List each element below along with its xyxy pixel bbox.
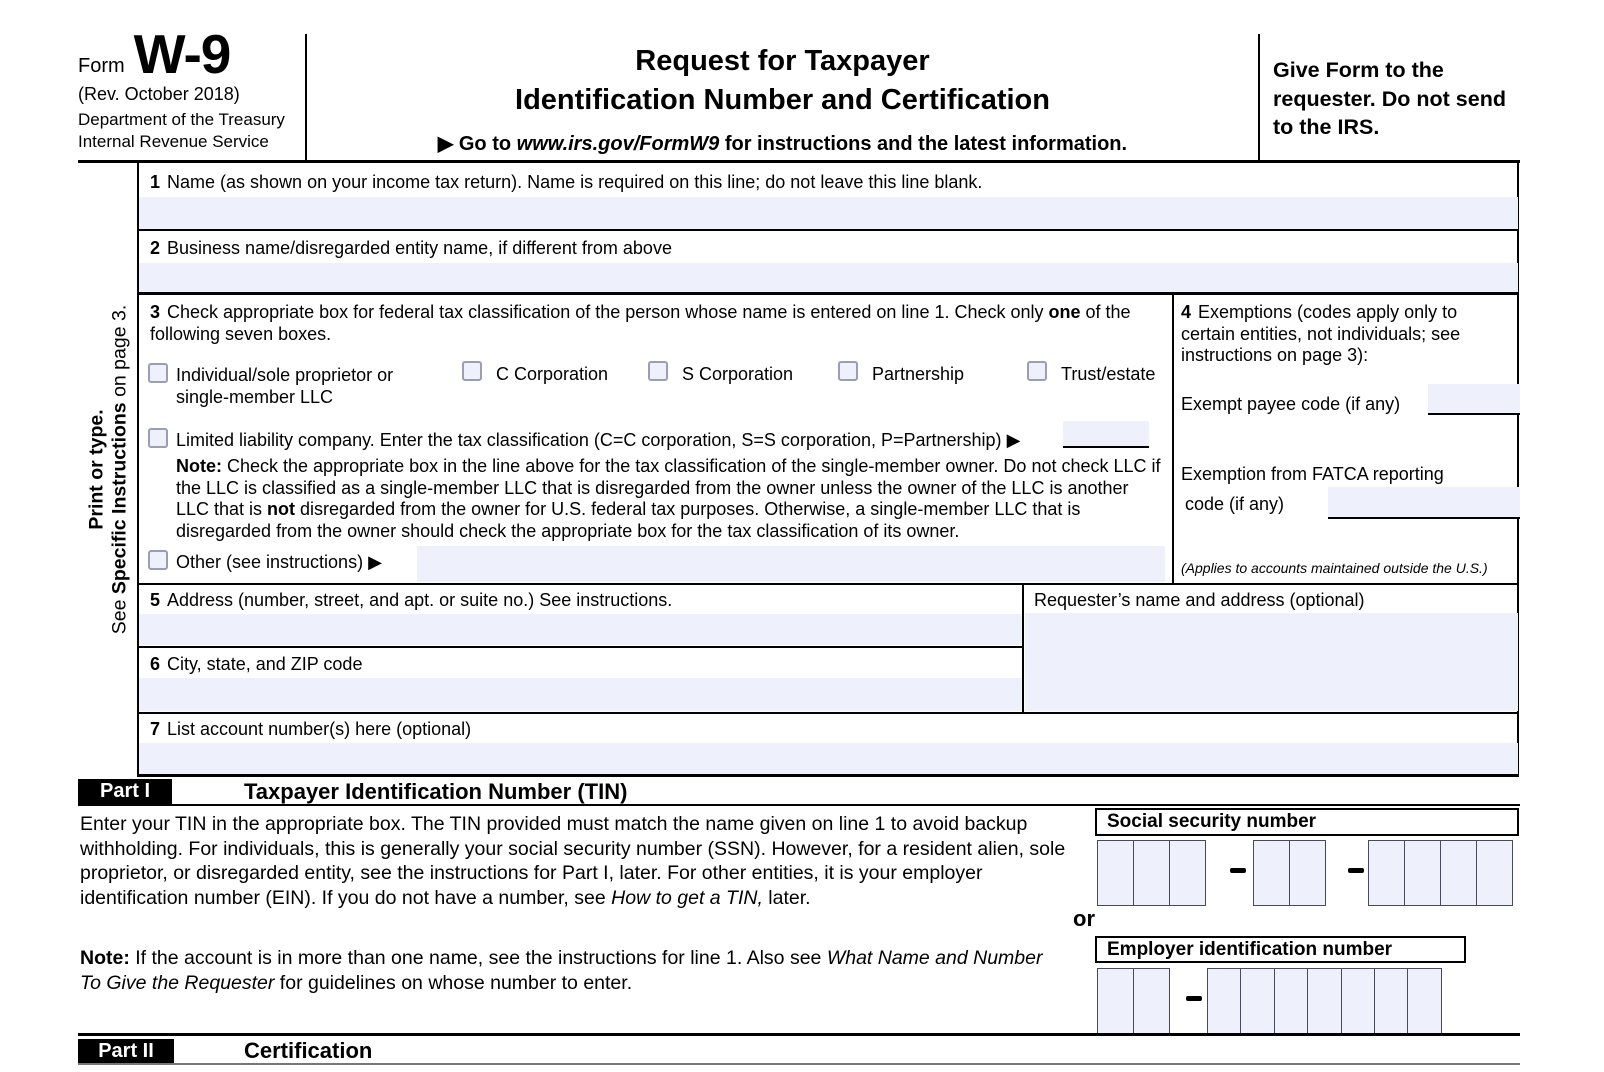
ssn-dash-2 bbox=[1348, 868, 1364, 873]
header-divider-left bbox=[305, 34, 307, 161]
line3-label-pre: Check appropriate box for federal tax classification of the person whose name is entered on line 1. Check only bbox=[167, 302, 1049, 322]
sidebar-specific-instructions: Specific Instructions bbox=[108, 402, 131, 595]
ssn-digit-cell[interactable] bbox=[1289, 840, 1327, 906]
ein-digit-cell[interactable] bbox=[1407, 968, 1442, 1034]
part1-title: Taxpayer Identification Number (TIN) bbox=[244, 778, 628, 804]
goto-url: www.irs.gov/FormW9 bbox=[516, 133, 720, 155]
title-line2: Identification Number and Certification bbox=[515, 84, 1050, 116]
checkbox-llc[interactable] bbox=[148, 428, 168, 448]
service-line: Internal Revenue Service bbox=[78, 132, 269, 151]
line3-note-post: disregarded from the owner for U.S. federal tax purposes. Otherwise, a single-member LLC that is disregarded from the owner should check the appropriate box for the tax classification of its owner. bbox=[176, 499, 1081, 541]
checkbox-s-corporation[interactable] bbox=[648, 361, 668, 381]
title-line1: Request for Taxpayer bbox=[635, 45, 930, 77]
line3-label bbox=[150, 302, 1165, 345]
column4-divider bbox=[1172, 295, 1174, 583]
part2-title: Certification bbox=[244, 1038, 373, 1063]
line7-number: 7 bbox=[150, 719, 161, 739]
header-divider-right bbox=[1258, 34, 1260, 161]
ein-digit-cell[interactable] bbox=[1374, 968, 1409, 1034]
other-label-text: Other (see instructions) bbox=[176, 552, 369, 572]
checkbox-other[interactable] bbox=[148, 550, 168, 570]
checkbox-c-corporation[interactable] bbox=[462, 361, 482, 381]
row6-divider bbox=[137, 712, 1519, 714]
line6-label: City, state, and ZIP code bbox=[167, 654, 363, 674]
ssn-group-serial bbox=[1368, 840, 1513, 906]
checkbox-individual-sole-proprietor[interactable] bbox=[148, 363, 168, 383]
part1-paragraph-pre: Enter your TIN in the appropriate box. The TIN provided must match the name given on line 1 to avoid backup withholding. For individuals, this is generally your social security number (SSN). However, for a resident alien, sole proprietor, or disregarded entity, see the instructions for Part I, later. For other entities, it is your employer identification number (EIN). If you do not have a number, see bbox=[80, 813, 1066, 909]
line7-label: List account number(s) here (optional) bbox=[167, 719, 472, 739]
line4-label-text: Exemptions (codes apply only to certain entities, not individuals; see instructions on page 3): bbox=[1181, 302, 1461, 365]
sidebar-page3: on page 3. bbox=[108, 304, 131, 403]
ssn-header: Social security number bbox=[1095, 808, 1519, 836]
right-arrow-icon: ▶ bbox=[437, 133, 454, 155]
ein-group-prefix bbox=[1097, 968, 1170, 1034]
form-number: W-9 bbox=[133, 23, 231, 85]
line2-label-row bbox=[150, 238, 672, 259]
part1-paragraph bbox=[80, 812, 1068, 910]
ein-group-serial bbox=[1207, 968, 1442, 1034]
header-bottom-border bbox=[78, 160, 1520, 163]
llc-arrow-icon: ▶ bbox=[1006, 430, 1021, 450]
line3-label-one: one bbox=[1048, 302, 1081, 322]
checkbox-trust-estate-label: Trust/estate bbox=[1061, 364, 1156, 384]
line3-note-pre: Check the appropriate box in the line above for the tax classification of the single-member owner. Do not check LLC if the LLC is classified as a single-member LLC that is disregarded from the owner unless the owner of the LLC is another LLC that is bbox=[176, 456, 1161, 519]
ssn-dash-1 bbox=[1230, 868, 1246, 873]
part1-note-post: for guidelines on whose number to enter. bbox=[274, 971, 633, 994]
ein-digit-cell[interactable] bbox=[1240, 968, 1275, 1034]
part1-note bbox=[80, 946, 1068, 995]
checkbox-c-corporation-label: C Corporation bbox=[496, 364, 609, 384]
checkbox-partnership[interactable] bbox=[838, 361, 858, 381]
checkbox-llc-label bbox=[176, 430, 1020, 452]
line3-label-post: of the following seven boxes. bbox=[150, 302, 1131, 344]
line1-number: 1 bbox=[150, 172, 161, 192]
form-revision: (Rev. October 2018) bbox=[78, 84, 240, 104]
fatca-label-line1: Exemption from FATCA reporting bbox=[1181, 464, 1444, 484]
goto-line bbox=[320, 131, 1245, 156]
line4-label bbox=[1181, 302, 1514, 367]
line1-label-row bbox=[150, 172, 982, 193]
form-word: Form bbox=[78, 55, 125, 77]
part1-note-pre: If the account is in more than one name, see the instructions for line 1. Also see bbox=[129, 947, 827, 969]
applies-note: (Applies to accounts maintained outside the U.S.) bbox=[1181, 560, 1488, 576]
goto-text-post: for instructions and the latest information. bbox=[719, 133, 1128, 155]
business-name-input[interactable] bbox=[139, 263, 1518, 292]
goto-text-pre: Go to bbox=[458, 133, 517, 155]
account-numbers-input[interactable] bbox=[139, 743, 1518, 774]
line5-label-row bbox=[150, 590, 672, 611]
ein-digit-cell[interactable] bbox=[1207, 968, 1242, 1034]
ssn-digit-cell[interactable] bbox=[1476, 840, 1514, 906]
requester-divider bbox=[1022, 583, 1024, 712]
requester-label: Requester’s name and address (optional) bbox=[1034, 590, 1365, 610]
form-title-block bbox=[320, 42, 1245, 156]
ein-header: Employer identification number bbox=[1095, 936, 1466, 963]
row1-divider bbox=[137, 229, 1519, 231]
line3-note-not: not bbox=[267, 499, 296, 519]
part2-label: Part II bbox=[78, 1039, 174, 1063]
part1-paragraph-italic: How to get a TIN, bbox=[611, 886, 763, 909]
sidebar-print-or-type: Print or type. bbox=[85, 409, 108, 530]
line5-label: Address (number, street, and apt. or suite no.) See instructions. bbox=[167, 590, 673, 610]
checkbox-trust-estate[interactable] bbox=[1027, 361, 1047, 381]
ein-digit-cell[interactable] bbox=[1097, 968, 1135, 1034]
fatca-label-line2: code (if any) bbox=[1185, 494, 1285, 514]
row3-divider bbox=[137, 583, 1519, 585]
part1-paragraph-post: later. bbox=[762, 886, 811, 909]
row5-divider bbox=[137, 646, 1023, 648]
line2-number: 2 bbox=[150, 238, 161, 258]
line3-number: 3 bbox=[150, 302, 161, 322]
line5-number: 5 bbox=[150, 590, 161, 610]
give-form-note: Give Form to the requester. Do not send to the IRS. bbox=[1273, 58, 1506, 139]
fatca-code-input[interactable] bbox=[1328, 487, 1520, 519]
ssn-digit-cell[interactable] bbox=[1097, 840, 1135, 906]
row7-divider bbox=[137, 774, 1519, 777]
name-input[interactable] bbox=[139, 197, 1518, 229]
address-input[interactable] bbox=[139, 614, 1022, 645]
ssn-digit-cell[interactable] bbox=[1169, 840, 1207, 906]
ein-digit-cell[interactable] bbox=[1341, 968, 1376, 1034]
part1-band bbox=[78, 779, 1520, 806]
city-state-zip-input[interactable] bbox=[139, 678, 1022, 711]
ein-digit-cell[interactable] bbox=[1274, 968, 1309, 1034]
exempt-payee-code-input[interactable] bbox=[1428, 384, 1520, 415]
other-arrow-icon: ▶ bbox=[368, 552, 382, 572]
line6-label-row bbox=[150, 654, 362, 675]
department-line: Department of the Treasury bbox=[78, 110, 285, 129]
checkbox-other-label bbox=[176, 552, 382, 574]
ssn-digit-cell[interactable] bbox=[1133, 840, 1171, 906]
line1-label: Name (as shown on your income tax return). Name is required on this line; do not leave this line blank. bbox=[167, 172, 983, 192]
part2-band bbox=[78, 1039, 1520, 1065]
part1-note-italic: What Name and Number To Give the Requester bbox=[80, 947, 1043, 994]
line7-label-row bbox=[150, 719, 471, 740]
ssn-group-area bbox=[1097, 840, 1206, 906]
ssn-digit-cell[interactable] bbox=[1253, 840, 1291, 906]
llc-label-text: Limited liability company. Enter the tax classification (C=C corporation, S=S corporation, P=Partnership) bbox=[176, 430, 1007, 450]
part1-bottom-border bbox=[78, 1033, 1520, 1036]
ssn-group-mid bbox=[1253, 840, 1326, 906]
ein-digit-cell[interactable] bbox=[1133, 968, 1171, 1034]
exempt-payee-label: Exempt payee code (if any) bbox=[1181, 394, 1401, 414]
line3-note bbox=[176, 456, 1166, 542]
other-input[interactable] bbox=[417, 546, 1165, 582]
ssn-digit-cell[interactable] bbox=[1368, 840, 1406, 906]
line2-label: Business name/disregarded entity name, if different from above bbox=[167, 238, 672, 258]
checkbox-s-corporation-label: S Corporation bbox=[682, 364, 794, 384]
sidebar-see-instructions bbox=[109, 280, 132, 660]
part1-label: Part I bbox=[78, 779, 172, 804]
line3-note-bold: Note: bbox=[176, 456, 222, 476]
part1-note-bold: Note: bbox=[80, 947, 130, 969]
line6-number: 6 bbox=[150, 654, 161, 674]
or-label: or bbox=[1073, 906, 1095, 931]
ein-digit-cell[interactable] bbox=[1307, 968, 1342, 1034]
requester-name-address-input[interactable] bbox=[1025, 613, 1518, 711]
sidebar-see: See bbox=[108, 594, 131, 635]
ein-dash bbox=[1186, 996, 1202, 1001]
line4-number: 4 bbox=[1181, 302, 1192, 322]
checkbox-individual-label: Individual/sole proprietor or single-member LLC bbox=[176, 365, 394, 407]
ssn-digit-cell[interactable] bbox=[1440, 840, 1478, 906]
form-id-block bbox=[78, 23, 305, 152]
checkbox-partnership-label: Partnership bbox=[872, 364, 965, 384]
ssn-digit-cell[interactable] bbox=[1404, 840, 1442, 906]
row2-divider bbox=[137, 292, 1519, 295]
llc-classification-input[interactable] bbox=[1063, 421, 1149, 448]
